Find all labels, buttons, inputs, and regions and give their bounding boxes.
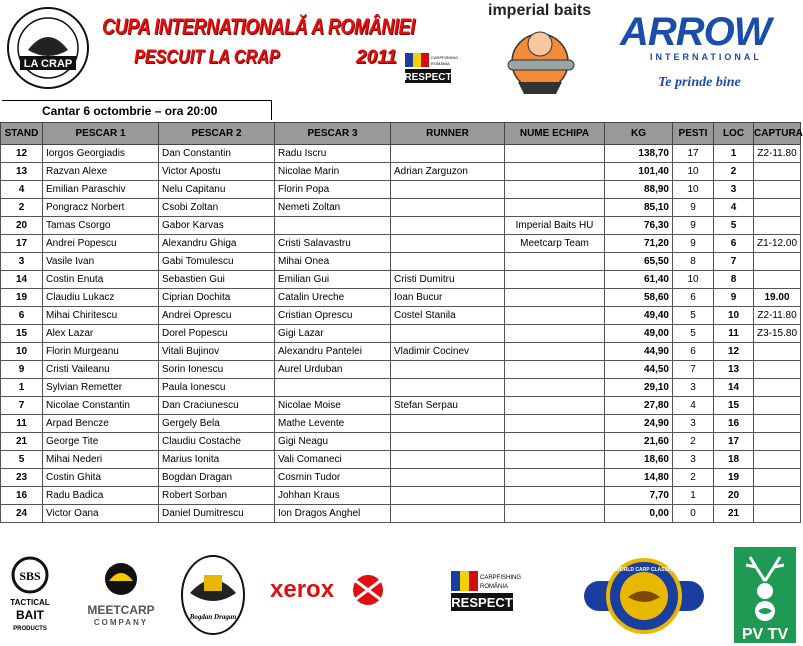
cell-kg: 85,10 bbox=[605, 199, 673, 217]
cell-fish: 6 bbox=[673, 343, 714, 361]
cell-fish: 17 bbox=[673, 145, 714, 163]
cell-stand: 5 bbox=[1, 451, 43, 469]
cell-pescar-3: Nicolae Moise bbox=[275, 397, 391, 415]
cell-kg: 29,10 bbox=[605, 379, 673, 397]
cell-catch bbox=[754, 217, 801, 235]
cell-team bbox=[505, 271, 605, 289]
bogdan-dragan-logo-text: Bogdan Dragan bbox=[189, 613, 237, 621]
cell-catch bbox=[754, 415, 801, 433]
cell-stand: 13 bbox=[1, 163, 43, 181]
cell-team bbox=[505, 487, 605, 505]
cell-kg: 65,50 bbox=[605, 253, 673, 271]
cell-pescar-2: Gabor Karvas bbox=[159, 217, 275, 235]
cell-team bbox=[505, 343, 605, 361]
cell-pescar-2: Robert Sorban bbox=[159, 487, 275, 505]
table-header-row bbox=[1, 123, 801, 145]
cell-stand: 24 bbox=[1, 505, 43, 523]
cell-catch: Z2-11.80 bbox=[754, 307, 801, 325]
cell-pescar-1: Pongracz Norbert bbox=[43, 199, 159, 217]
cell-pescar-1: Tamas Csorgo bbox=[43, 217, 159, 235]
cell-team bbox=[505, 181, 605, 199]
cell-pescar-1: Costin Ghita bbox=[43, 469, 159, 487]
cell-team bbox=[505, 433, 605, 451]
cell-runner bbox=[391, 379, 505, 397]
meetcarp-logo bbox=[76, 559, 166, 629]
cell-catch bbox=[754, 163, 801, 181]
cell-runner bbox=[391, 505, 505, 523]
table-row bbox=[1, 253, 801, 271]
cell-pescar-2: Gergely Bela bbox=[159, 415, 275, 433]
table-row bbox=[1, 451, 801, 469]
cell-team bbox=[505, 199, 605, 217]
cell-pescar-1: Nicolae Constantin bbox=[43, 397, 159, 415]
table-row bbox=[1, 415, 801, 433]
cell-runner: Cristi Dumitru bbox=[391, 271, 505, 289]
respect-logo-line3: RESPECT bbox=[404, 72, 452, 83]
cell-fish: 2 bbox=[673, 433, 714, 451]
respect-logo-footer bbox=[451, 571, 522, 613]
cell-runner bbox=[391, 361, 505, 379]
cell-kg: 14,80 bbox=[605, 469, 673, 487]
cell-team bbox=[505, 505, 605, 523]
cell-pescar-2: Nelu Capitanu bbox=[159, 181, 275, 199]
cell-catch bbox=[754, 451, 801, 469]
cell-team: Imperial Baits HU bbox=[505, 217, 605, 235]
cell-runner: Stefan Serpau bbox=[391, 397, 505, 415]
cell-place: 2 bbox=[714, 163, 754, 181]
cell-stand: 17 bbox=[1, 235, 43, 253]
table-row bbox=[1, 361, 801, 379]
cell-kg: 101,40 bbox=[605, 163, 673, 181]
table-row bbox=[1, 343, 801, 361]
cell-place: 5 bbox=[714, 217, 754, 235]
cell-fish: 9 bbox=[673, 199, 714, 217]
cell-pescar-3: Radu Iscru bbox=[275, 145, 391, 163]
cell-place: 6 bbox=[714, 235, 754, 253]
cell-pescar-1: Costin Enuta bbox=[43, 271, 159, 289]
cell-fish: 5 bbox=[673, 307, 714, 325]
cell-pescar-3: Mathe Levente bbox=[275, 415, 391, 433]
imperial-baits-brand: imperial baits bbox=[488, 2, 592, 19]
cell-stand: 14 bbox=[1, 271, 43, 289]
cell-pescar-2: Victor Apostu bbox=[159, 163, 275, 181]
results-table bbox=[0, 122, 801, 523]
tactical-bait-products-logo bbox=[6, 553, 54, 637]
cell-runner bbox=[391, 145, 505, 163]
arrow-logo bbox=[620, 12, 771, 62]
tbp-logo-monogram: SBS bbox=[19, 569, 41, 583]
cell-team bbox=[505, 253, 605, 271]
cell-team bbox=[505, 451, 605, 469]
arrow-international: INTERNATIONAL bbox=[650, 52, 762, 62]
cell-runner bbox=[391, 469, 505, 487]
cell-place: 14 bbox=[714, 379, 754, 397]
cell-team bbox=[505, 469, 605, 487]
table-row bbox=[1, 217, 801, 235]
cell-pescar-3: Aurel Urduban bbox=[275, 361, 391, 379]
cell-stand: 15 bbox=[1, 325, 43, 343]
cell-pescar-3: Gigi Lazar bbox=[275, 325, 391, 343]
cell-fish: 10 bbox=[673, 181, 714, 199]
meetcarp-logo-sub: COMPANY bbox=[93, 618, 149, 627]
table-body bbox=[1, 145, 801, 523]
cell-pescar-1: Arpad Bencze bbox=[43, 415, 159, 433]
column-header-nume-echipa: NUME ECHIPA bbox=[505, 123, 605, 145]
cell-place: 4 bbox=[714, 199, 754, 217]
cell-stand: 16 bbox=[1, 487, 43, 505]
cell-fish: 3 bbox=[673, 379, 714, 397]
cell-place: 7 bbox=[714, 253, 754, 271]
cell-place: 1 bbox=[714, 145, 754, 163]
cell-pescar-1: Alex Lazar bbox=[43, 325, 159, 343]
arrow-tagline: Te prinde bine bbox=[658, 75, 741, 90]
cell-place: 18 bbox=[714, 451, 754, 469]
cell-pescar-2: Gabi Tomulescu bbox=[159, 253, 275, 271]
respect-footer-line2: ROMÂNIA bbox=[480, 584, 509, 590]
cell-pescar-3: Vali Comaneci bbox=[275, 451, 391, 469]
cell-runner bbox=[391, 235, 505, 253]
cell-kg: 7,70 bbox=[605, 487, 673, 505]
cell-stand: 2 bbox=[1, 199, 43, 217]
table-row bbox=[1, 199, 801, 217]
cell-team bbox=[505, 397, 605, 415]
cell-runner bbox=[391, 415, 505, 433]
page-title: CUPA INTERNATIONALĂ A ROMÂNIEI bbox=[102, 14, 415, 39]
cell-pescar-1: Claudiu Lukacz bbox=[43, 289, 159, 307]
cell-kg: 24,90 bbox=[605, 415, 673, 433]
cell-fish: 9 bbox=[673, 217, 714, 235]
cell-pescar-2: Ciprian Dochita bbox=[159, 289, 275, 307]
cell-fish: 0 bbox=[673, 505, 714, 523]
cell-pescar-1: Victor Oana bbox=[43, 505, 159, 523]
table-row bbox=[1, 235, 801, 253]
cell-stand: 10 bbox=[1, 343, 43, 361]
cell-team bbox=[505, 325, 605, 343]
cell-pescar-1: Radu Badica bbox=[43, 487, 159, 505]
cell-place: 15 bbox=[714, 397, 754, 415]
cell-kg: 58,60 bbox=[605, 289, 673, 307]
respect-logo bbox=[404, 53, 459, 85]
cell-kg: 49,00 bbox=[605, 325, 673, 343]
cell-pescar-3: Cosmin Tudor bbox=[275, 469, 391, 487]
table-row bbox=[1, 397, 801, 415]
cell-place: 12 bbox=[714, 343, 754, 361]
column-header-pescar-2: PESCAR 2 bbox=[159, 123, 275, 145]
cell-pescar-3: Ion Dragos Anghel bbox=[275, 505, 391, 523]
cell-fish: 10 bbox=[673, 271, 714, 289]
bogdan-dragan-logo bbox=[180, 553, 246, 637]
cell-fish: 4 bbox=[673, 397, 714, 415]
cell-pescar-3: Johhan Kraus bbox=[275, 487, 391, 505]
cell-stand: 23 bbox=[1, 469, 43, 487]
cell-kg: 21,60 bbox=[605, 433, 673, 451]
cell-pescar-1: Razvan Alexe bbox=[43, 163, 159, 181]
respect-logo-line1: CARPFISHING bbox=[431, 55, 459, 60]
cell-fish: 1 bbox=[673, 487, 714, 505]
cell-kg: 138,70 bbox=[605, 145, 673, 163]
cell-fish: 7 bbox=[673, 361, 714, 379]
cell-kg: 27,80 bbox=[605, 397, 673, 415]
cell-kg: 0,00 bbox=[605, 505, 673, 523]
tbp-logo-line1: TACTICAL bbox=[10, 598, 50, 607]
column-header-stand: STAND bbox=[1, 123, 43, 145]
cell-fish: 8 bbox=[673, 253, 714, 271]
cell-place: 17 bbox=[714, 433, 754, 451]
cell-fish: 5 bbox=[673, 325, 714, 343]
cell-stand: 6 bbox=[1, 307, 43, 325]
xerox-logo-text: xerox bbox=[270, 576, 335, 603]
cell-pescar-1: Cristi Vaileanu bbox=[43, 361, 159, 379]
cell-stand: 12 bbox=[1, 145, 43, 163]
table-row bbox=[1, 307, 801, 325]
xerox-logo bbox=[268, 573, 386, 607]
cell-runner: Ioan Bucur bbox=[391, 289, 505, 307]
cell-place: 20 bbox=[714, 487, 754, 505]
cell-stand: 11 bbox=[1, 415, 43, 433]
cell-fish: 6 bbox=[673, 289, 714, 307]
cell-pescar-2: Paula Ionescu bbox=[159, 379, 275, 397]
cell-pescar-1: Emilian Paraschiv bbox=[43, 181, 159, 199]
cell-catch: Z1-12.00 bbox=[754, 235, 801, 253]
cell-runner bbox=[391, 325, 505, 343]
cell-place: 11 bbox=[714, 325, 754, 343]
cell-runner bbox=[391, 487, 505, 505]
la-crap-logo bbox=[6, 6, 90, 90]
cell-place: 21 bbox=[714, 505, 754, 523]
cell-pescar-3: Gigi Neagu bbox=[275, 433, 391, 451]
cell-stand: 19 bbox=[1, 289, 43, 307]
cell-catch bbox=[754, 397, 801, 415]
cell-fish: 2 bbox=[673, 469, 714, 487]
cell-catch bbox=[754, 253, 801, 271]
tbp-logo-line2: BAIT bbox=[16, 608, 44, 622]
cell-catch: Z2-11.80 bbox=[754, 145, 801, 163]
cell-kg: 18,60 bbox=[605, 451, 673, 469]
cell-pescar-3 bbox=[275, 217, 391, 235]
column-header-loc: LOC bbox=[714, 123, 754, 145]
cell-kg: 44,50 bbox=[605, 361, 673, 379]
table-row bbox=[1, 271, 801, 289]
column-header-captura: CAPTURA bbox=[754, 123, 801, 145]
cell-runner bbox=[391, 451, 505, 469]
table-row bbox=[1, 487, 801, 505]
column-header-runner: RUNNER bbox=[391, 123, 505, 145]
cell-kg: 49,40 bbox=[605, 307, 673, 325]
cell-stand: 7 bbox=[1, 397, 43, 415]
cell-runner: Vladimir Cocinev bbox=[391, 343, 505, 361]
cell-catch bbox=[754, 469, 801, 487]
respect-footer-line1: CARPFISHING bbox=[480, 575, 522, 581]
table-row bbox=[1, 181, 801, 199]
cell-place: 8 bbox=[714, 271, 754, 289]
cell-pescar-2: Csobi Zoltan bbox=[159, 199, 275, 217]
cell-pescar-1: Andrei Popescu bbox=[43, 235, 159, 253]
cell-pescar-3: Alexandru Pantelei bbox=[275, 343, 391, 361]
cell-catch bbox=[754, 181, 801, 199]
cell-catch bbox=[754, 379, 801, 397]
cell-pescar-3 bbox=[275, 379, 391, 397]
cell-stand: 3 bbox=[1, 253, 43, 271]
respect-footer-line3: RESPECT bbox=[451, 595, 513, 610]
cell-team bbox=[505, 379, 605, 397]
cell-pescar-1: Florin Murgeanu bbox=[43, 343, 159, 361]
cell-kg: 44,90 bbox=[605, 343, 673, 361]
cell-pescar-3: Cristi Salavastru bbox=[275, 235, 391, 253]
page-subtitle: PESCUIT LA CRAP bbox=[134, 47, 280, 68]
cell-pescar-3: Emilian Gui bbox=[275, 271, 391, 289]
tbp-logo-line3: PRODUCTS bbox=[13, 626, 47, 632]
cell-fish: 3 bbox=[673, 415, 714, 433]
cell-fish: 3 bbox=[673, 451, 714, 469]
cell-kg: 88,90 bbox=[605, 181, 673, 199]
cell-runner bbox=[391, 199, 505, 217]
cell-catch bbox=[754, 343, 801, 361]
cell-pescar-2: Marius Ionita bbox=[159, 451, 275, 469]
table-row bbox=[1, 145, 801, 163]
weigh-in-date: Cantar 6 octombrie – ora 20:00 bbox=[2, 100, 272, 120]
cell-kg: 61,40 bbox=[605, 271, 673, 289]
cell-fish: 9 bbox=[673, 235, 714, 253]
cell-pescar-3: Florin Popa bbox=[275, 181, 391, 199]
sponsors-bar bbox=[0, 545, 800, 646]
cell-place: 19 bbox=[714, 469, 754, 487]
cell-catch: Z3-15.80 bbox=[754, 325, 801, 343]
cell-stand: 9 bbox=[1, 361, 43, 379]
cell-pescar-2: Andrei Oprescu bbox=[159, 307, 275, 325]
cell-team: Meetcarp Team bbox=[505, 235, 605, 253]
cell-pescar-2: Sebastien Gui bbox=[159, 271, 275, 289]
cell-runner: Adrian Zarguzon bbox=[391, 163, 505, 181]
cell-pescar-1: Mihai Nederi bbox=[43, 451, 159, 469]
cell-catch bbox=[754, 361, 801, 379]
table-row bbox=[1, 469, 801, 487]
wcc-logo-text: WORLD CARP CLASSIC bbox=[615, 567, 673, 573]
cell-team bbox=[505, 289, 605, 307]
column-header-pescar-3: PESCAR 3 bbox=[275, 123, 391, 145]
imperial-baits-mascot-icon bbox=[498, 22, 584, 96]
cell-catch bbox=[754, 271, 801, 289]
cell-place: 16 bbox=[714, 415, 754, 433]
cell-stand: 4 bbox=[1, 181, 43, 199]
cell-kg: 76,30 bbox=[605, 217, 673, 235]
cell-runner bbox=[391, 217, 505, 235]
cell-place: 3 bbox=[714, 181, 754, 199]
pv-tv-logo-text: PV TV bbox=[741, 626, 789, 643]
table-row bbox=[1, 433, 801, 451]
respect-logo-line2: ROMÂNIA bbox=[431, 61, 450, 66]
header bbox=[0, 0, 800, 100]
cell-catch bbox=[754, 433, 801, 451]
cell-stand: 20 bbox=[1, 217, 43, 235]
cell-stand: 1 bbox=[1, 379, 43, 397]
cell-pescar-2: Dan Craciunescu bbox=[159, 397, 275, 415]
cell-team bbox=[505, 145, 605, 163]
world-carp-classic-logo bbox=[584, 557, 704, 635]
cell-pescar-1: Sylvian Remetter bbox=[43, 379, 159, 397]
table-row bbox=[1, 325, 801, 343]
cell-pescar-2: Bogdan Dragan bbox=[159, 469, 275, 487]
cell-kg: 71,20 bbox=[605, 235, 673, 253]
pv-tv-logo bbox=[734, 547, 796, 643]
column-header-pescar-1: PESCAR 1 bbox=[43, 123, 159, 145]
la-crap-logo-text: LA CRAP bbox=[23, 58, 73, 70]
cell-team bbox=[505, 307, 605, 325]
meetcarp-logo-name: MEETCARP bbox=[87, 603, 155, 617]
arrow-brand: ARROW bbox=[620, 10, 771, 54]
cell-stand: 21 bbox=[1, 433, 43, 451]
event-year: 2011 bbox=[356, 47, 397, 68]
column-header-pesti: PESTI bbox=[673, 123, 714, 145]
column-header-kg: KG bbox=[605, 123, 673, 145]
table-row bbox=[1, 289, 801, 307]
cell-pescar-2: Daniel Dumitrescu bbox=[159, 505, 275, 523]
cell-runner bbox=[391, 181, 505, 199]
cell-pescar-1: George Tite bbox=[43, 433, 159, 451]
table-row bbox=[1, 505, 801, 523]
cell-catch bbox=[754, 487, 801, 505]
cell-pescar-2: Dan Constantin bbox=[159, 145, 275, 163]
table-row bbox=[1, 163, 801, 181]
cell-runner: Costel Stanila bbox=[391, 307, 505, 325]
cell-pescar-3: Mihai Onea bbox=[275, 253, 391, 271]
cell-pescar-1: Iorgos Georgiadis bbox=[43, 145, 159, 163]
cell-runner bbox=[391, 253, 505, 271]
cell-pescar-2: Alexandru Ghiga bbox=[159, 235, 275, 253]
cell-pescar-1: Mihai Chiritescu bbox=[43, 307, 159, 325]
cell-pescar-3: Nemeti Zoltan bbox=[275, 199, 391, 217]
cell-fish: 10 bbox=[673, 163, 714, 181]
cell-team bbox=[505, 163, 605, 181]
cell-team bbox=[505, 415, 605, 433]
cell-place: 13 bbox=[714, 361, 754, 379]
cell-catch bbox=[754, 505, 801, 523]
cell-place: 10 bbox=[714, 307, 754, 325]
cell-place: 9 bbox=[714, 289, 754, 307]
cell-runner bbox=[391, 433, 505, 451]
cell-pescar-2: Dorel Popescu bbox=[159, 325, 275, 343]
cell-pescar-2: Claudiu Costache bbox=[159, 433, 275, 451]
cell-catch bbox=[754, 199, 801, 217]
cell-pescar-1: Vasile Ivan bbox=[43, 253, 159, 271]
cell-pescar-2: Vitali Bujinov bbox=[159, 343, 275, 361]
cell-pescar-2: Sorin Ionescu bbox=[159, 361, 275, 379]
cell-pescar-3: Catalin Ureche bbox=[275, 289, 391, 307]
cell-pescar-3: Cristian Oprescu bbox=[275, 307, 391, 325]
table-row bbox=[1, 379, 801, 397]
cell-catch: 19.00 bbox=[754, 289, 801, 307]
cell-pescar-3: Nicolae Marin bbox=[275, 163, 391, 181]
cell-team bbox=[505, 361, 605, 379]
